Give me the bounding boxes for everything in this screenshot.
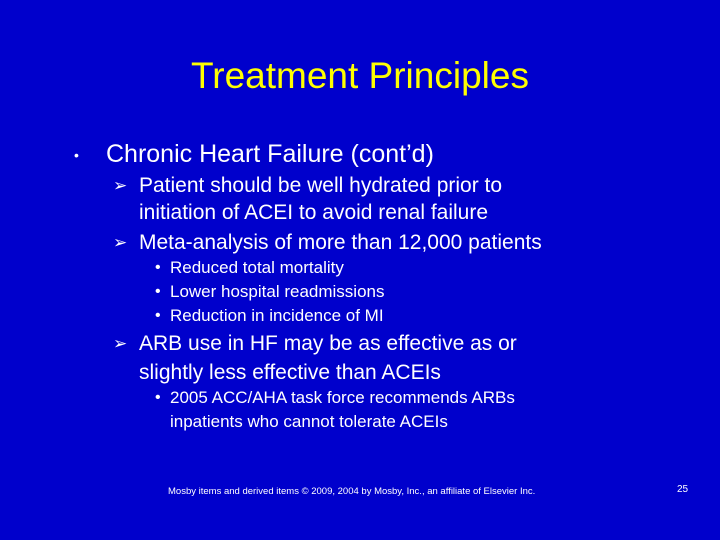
arrow-bullet-icon: ➢ <box>113 334 128 353</box>
sub3-line2: inpatients who cannot tolerate ACEIs <box>170 412 448 431</box>
item1-line1: Patient should be well hydrated prior to <box>139 174 503 197</box>
arrow-bullet-icon: ➢ <box>113 176 128 195</box>
dot-bullet-icon: • <box>155 389 161 406</box>
dot-bullet-icon: • <box>155 259 161 276</box>
sub2-item: Lower hospital readmissions <box>170 282 385 301</box>
page-number: 25 <box>677 484 689 495</box>
dot-bullet-icon: • <box>155 307 161 324</box>
slide-title: Treatment Principles <box>191 55 529 96</box>
level1-bullet-icon: • <box>74 147 79 163</box>
sub2-item: Reduced total mortality <box>170 258 344 277</box>
item3-line2: slightly less effective than ACEIs <box>139 361 441 384</box>
copyright-footer: Mosby items and derived items © 2009, 2004 by Mosby, Inc., an affiliate of Elsevier Inc. <box>168 486 536 497</box>
dot-bullet-icon: • <box>155 283 161 300</box>
sub3-line1: 2005 ACC/AHA task force recommends ARBs <box>170 388 515 407</box>
item3-line1: ARB use in HF may be as effective as or <box>139 332 517 355</box>
sub2-item: Reduction in incidence of MI <box>170 306 384 325</box>
item1-line2: initiation of ACEI to avoid renal failure <box>139 201 489 224</box>
item2-text: Meta-analysis of more than 12,000 patients <box>139 231 542 254</box>
level1-text: Chronic Heart Failure (cont’d) <box>106 140 434 168</box>
arrow-bullet-icon: ➢ <box>113 233 128 252</box>
